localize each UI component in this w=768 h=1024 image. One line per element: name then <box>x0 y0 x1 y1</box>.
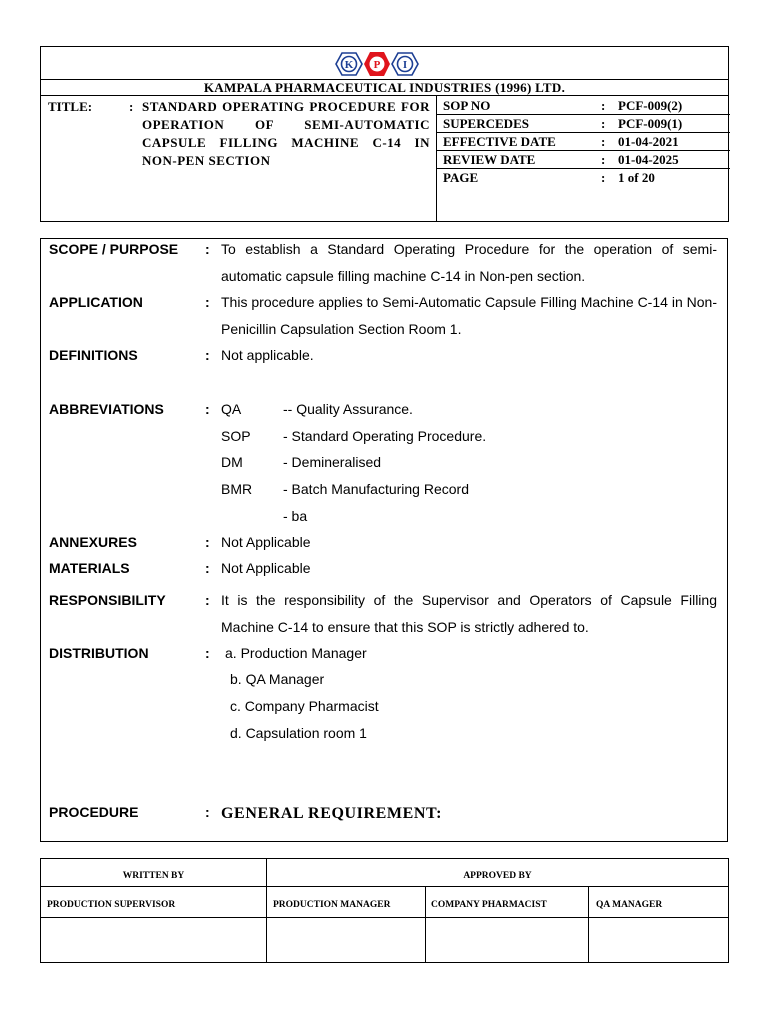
meta-label: EFFECTIVE DATE <box>443 134 556 149</box>
abbreviations-label: ABBREVIATIONS <box>49 401 164 417</box>
table-rule <box>41 886 728 887</box>
title-colon: : <box>129 99 134 114</box>
meta-label: REVIEW DATE <box>443 152 536 167</box>
definitions-text: Not applicable. <box>221 347 314 363</box>
responsibility-text: It is the responsibility of the Supervisor and Operators of Capsule Filling Machine C-14 to ensure that this SOP is strictly adhered to. <box>221 592 717 635</box>
signature-cell-qa-manager <box>589 918 728 962</box>
meta-colon: : <box>601 116 606 131</box>
meta-review-date <box>437 151 730 169</box>
company-name: KAMPALA PHARMACEUTICAL INDUSTRIES (1996) LTD. <box>41 80 728 96</box>
meta-label: PAGE <box>443 170 479 185</box>
annexures-text: Not Applicable <box>221 534 311 550</box>
abbreviation-value: - Demineralised <box>283 454 382 470</box>
logo-row <box>41 47 728 80</box>
approved-by-header: APPROVED BY <box>463 871 532 881</box>
meta-colon: : <box>601 152 606 167</box>
meta-value: PCF-009(1) <box>618 116 683 131</box>
abbreviation-key: QA <box>221 401 242 417</box>
document-title: STANDARD OPERATING PROCEDURE FOR OPERATION OF SEMI-AUTOMATIC CAPSULE FILLING MACHINE C-14 IN NON-PEN SECTION <box>142 99 430 168</box>
meta-label: SOP NO <box>443 98 491 113</box>
title-label: TITLE: <box>48 99 93 114</box>
production-manager-header: PRODUCTION MANAGER <box>273 900 391 910</box>
meta-value: 1 of 20 <box>618 170 655 185</box>
qa-manager-header: QA MANAGER <box>596 900 663 910</box>
abbreviation-value: - Standard Operating Procedure. <box>283 428 487 444</box>
distribution-colon: : <box>205 645 210 661</box>
materials-label: MATERIALS <box>49 560 130 576</box>
scope-label: SCOPE / PURPOSE <box>49 241 179 257</box>
meta-value: 01-04-2021 <box>618 134 679 149</box>
kpi-logo <box>335 50 419 78</box>
signature-cell-production-manager <box>267 918 425 962</box>
responsibility-label: RESPONSIBILITY <box>49 592 166 608</box>
abbreviation-key: SOP <box>221 428 251 444</box>
distribution-item: d. Capsulation room 1 <box>230 725 367 741</box>
meta-value: 01-04-2025 <box>618 152 679 167</box>
meta-effective-date <box>437 133 730 151</box>
application-label: APPLICATION <box>49 294 143 310</box>
document-header <box>40 46 729 222</box>
application-colon: : <box>205 294 210 310</box>
responsibility-colon: : <box>205 592 210 608</box>
abbreviation-value: - Batch Manufacturing Record <box>283 481 469 497</box>
abbreviation-value: - ba <box>283 508 308 524</box>
procedure-colon: : <box>205 804 210 820</box>
annexures-colon: : <box>205 534 210 550</box>
meta-sop-no <box>437 97 730 115</box>
sop-body <box>40 238 728 842</box>
signature-table <box>40 858 729 963</box>
abbreviation-key: BMR <box>221 481 253 497</box>
logo-letter-p: P <box>373 59 381 71</box>
logo-letter-i: I <box>402 59 408 71</box>
distribution-item: c. Company Pharmacist <box>230 698 379 714</box>
meta-supercedes <box>437 115 730 133</box>
signature-cell-production-supervisor <box>41 918 266 962</box>
definitions-colon: : <box>205 347 210 363</box>
abbreviation-key: DM <box>221 454 243 470</box>
distribution-item: a. Production Manager <box>225 645 367 661</box>
meta-colon: : <box>601 134 606 149</box>
abbreviation-value: -- Quality Assurance. <box>283 401 413 417</box>
annexures-label: ANNEXURES <box>49 534 137 550</box>
scope-colon: : <box>205 241 210 257</box>
meta-value: PCF-009(2) <box>618 98 683 113</box>
distribution-item: b. QA Manager <box>230 671 325 687</box>
procedure-label: PROCEDURE <box>49 804 139 820</box>
definitions-label: DEFINITIONS <box>49 347 138 363</box>
scope-text: To establish a Standard Operating Procedure for the operation of semi-automatic capsule filling machine C-14 in Non-pen section. <box>221 241 717 284</box>
logo-letter-k: K <box>344 59 354 71</box>
abbreviations-colon: : <box>205 401 210 417</box>
meta-colon: : <box>601 170 606 185</box>
written-by-header: WRITTEN BY <box>122 871 185 881</box>
application-text: This procedure applies to Semi-Automatic Capsule Filling Machine C-14 in Non-Penicillin Capsulation Section Room 1. <box>221 294 717 337</box>
meta-label: SUPERCEDES <box>443 116 529 131</box>
materials-text: Not Applicable <box>221 560 311 576</box>
distribution-label: DISTRIBUTION <box>49 645 149 661</box>
materials-colon: : <box>205 560 210 576</box>
general-requirement-heading: GENERAL REQUIREMENT: <box>221 805 443 822</box>
company-pharmacist-header: COMPANY PHARMACIST <box>431 900 547 910</box>
signature-cell-company-pharmacist <box>426 918 588 962</box>
meta-page <box>437 169 730 187</box>
production-supervisor-header: PRODUCTION SUPERVISOR <box>47 900 176 910</box>
meta-colon: : <box>601 98 606 113</box>
